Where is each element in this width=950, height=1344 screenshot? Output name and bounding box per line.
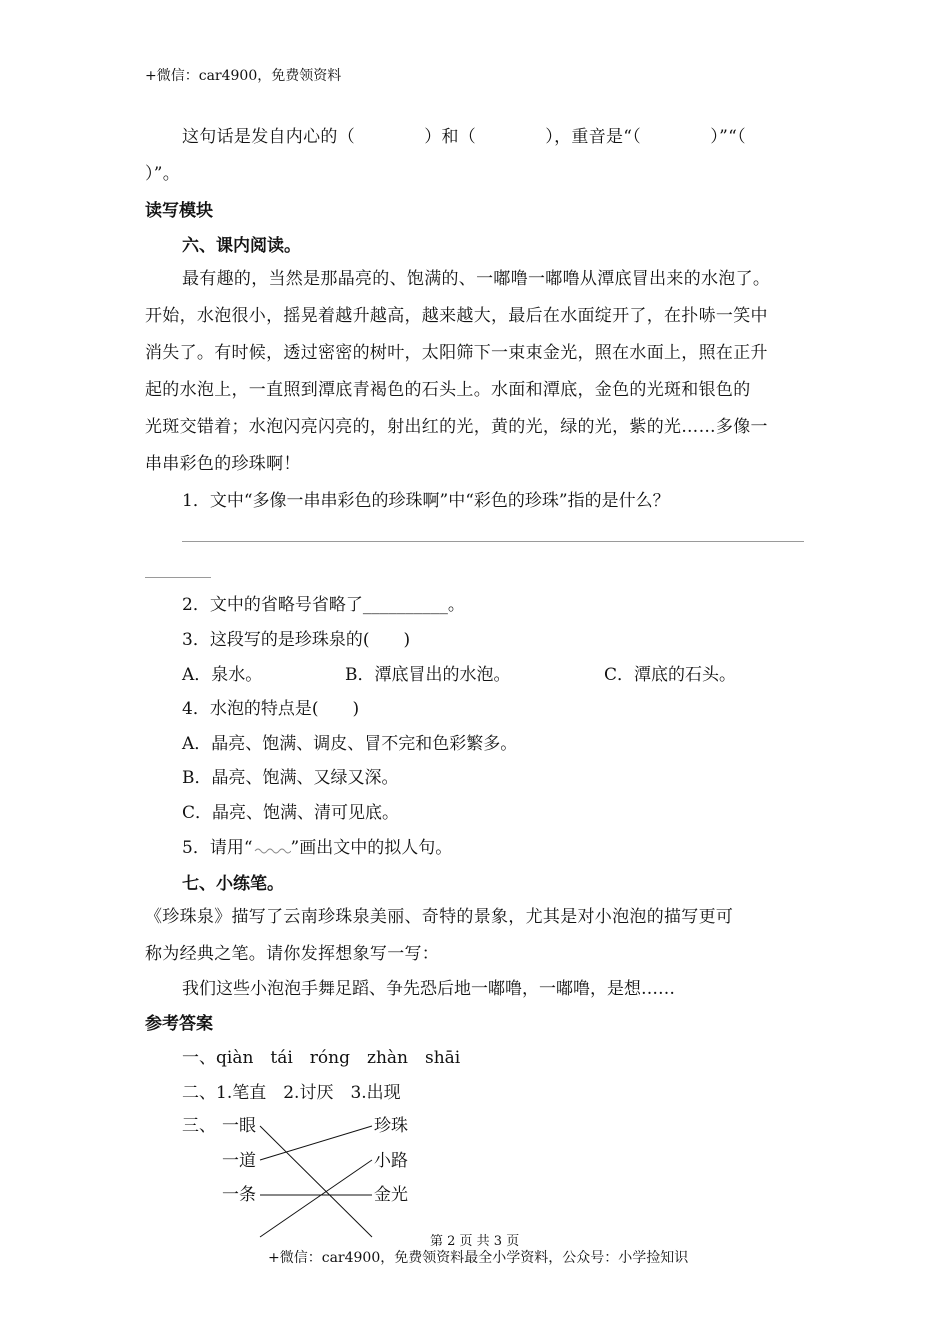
- section-title-readwrite: 读写模块: [145, 201, 213, 221]
- part7-text-line-1: 《珍珠泉》描写了云南珍珠泉美丽、奇特的景象，尤其是对小泡泡的描写更可: [145, 907, 734, 927]
- q3-option-b: B．潭底冒出的水泡。: [345, 665, 511, 685]
- question-4: 4．水泡的特点是( ): [182, 699, 360, 719]
- answer-3-prefix: 三、: [182, 1116, 216, 1136]
- part7-text-line-2: 称为经典之笔。请你发挥想象写一写：: [145, 944, 440, 964]
- question-5-before: 5．请用“: [182, 838, 253, 858]
- match-right-1: 珍珠: [374, 1116, 408, 1136]
- intro-line-2: ）”。: [145, 164, 181, 184]
- passage-line-2: 开始，水泡很小，摇晃着越升越高，越来越大，最后在水面绽开了，在扑哧一笑中: [145, 306, 768, 326]
- answers-title: 参考答案: [145, 1014, 213, 1034]
- passage-line-5: 光斑交错着；水泡闪亮闪亮的，射出红的光，黄的光，绿的光，紫的光……多像一: [145, 417, 768, 437]
- match-left-3: 一条: [222, 1185, 256, 1205]
- wavy-underline-icon: [253, 843, 291, 855]
- match-right-3: 金光: [374, 1185, 408, 1205]
- question-1: 1．文中“多像一串串彩色的珍珠啊”中“彩色的珍珠”指的是什么？: [182, 491, 670, 511]
- question-2: 2．文中的省略号省略了__________。: [182, 595, 465, 615]
- page-header: +微信：car4900，免费领资料: [145, 68, 342, 84]
- question-3: 3．这段写的是珍珠泉的( ): [182, 630, 411, 650]
- match-left-1: 一眼: [222, 1116, 256, 1136]
- q3-option-a: A．泉水。: [182, 665, 263, 685]
- match-line-3: [260, 1160, 372, 1237]
- passage-line-4: 起的水泡上，一直照到潭底青褐色的石头上。水面和潭底，金色的光斑和银色的: [145, 380, 751, 400]
- q4-option-a: A．晶亮、饱满、调皮、冒不完和色彩繁多。: [182, 734, 518, 754]
- part7-prompt: 我们这些小泡泡手舞足蹈、争先恐后地一嘟噜，一嘟噜，是想……: [182, 979, 675, 999]
- answer-1: 一、qiàn tái róng zhàn shāi: [182, 1048, 461, 1068]
- question-5-after: ”画出文中的拟人句。: [290, 838, 453, 858]
- passage-line-3: 消失了。有时候，透过密密的树叶，太阳筛下一束束金光，照在水面上，照在正升: [145, 343, 768, 363]
- answer-line-1: [182, 541, 804, 542]
- footer-contact: +微信：car4900，免费领资料最全小学资料，公众号：小学捡知识: [268, 1250, 689, 1266]
- part7-title: 七、小练笔。: [182, 874, 284, 894]
- intro-line-1: 这句话是发自内心的（ ）和（ ），重音是“（ ）”“（: [182, 127, 746, 147]
- match-line-1: [260, 1126, 372, 1237]
- part6-title: 六、课内阅读。: [182, 236, 301, 256]
- passage-line-1: 最有趣的，当然是那晶亮的、饱满的、一嘟噜一嘟噜从潭底冒出来的水泡了。: [182, 269, 771, 289]
- match-right-2: 小路: [374, 1151, 408, 1171]
- match-line-2: [260, 1126, 372, 1160]
- answer-line-1-tail: [145, 577, 211, 578]
- question-5: [182, 836, 452, 860]
- page-number: 第 2 页 共 3 页: [430, 1234, 520, 1249]
- passage-line-6: 串串彩色的珍珠啊！: [145, 454, 301, 474]
- q4-option-c: C．晶亮、饱满、清可见底。: [182, 803, 400, 823]
- match-left-2: 一道: [222, 1151, 256, 1171]
- answer-2: 二、1.笔直 2.讨厌 3.出现: [182, 1083, 401, 1103]
- q4-option-b: B．晶亮、饱满、又绿又深。: [182, 768, 399, 788]
- q3-option-c: C．潭底的石头。: [604, 665, 737, 685]
